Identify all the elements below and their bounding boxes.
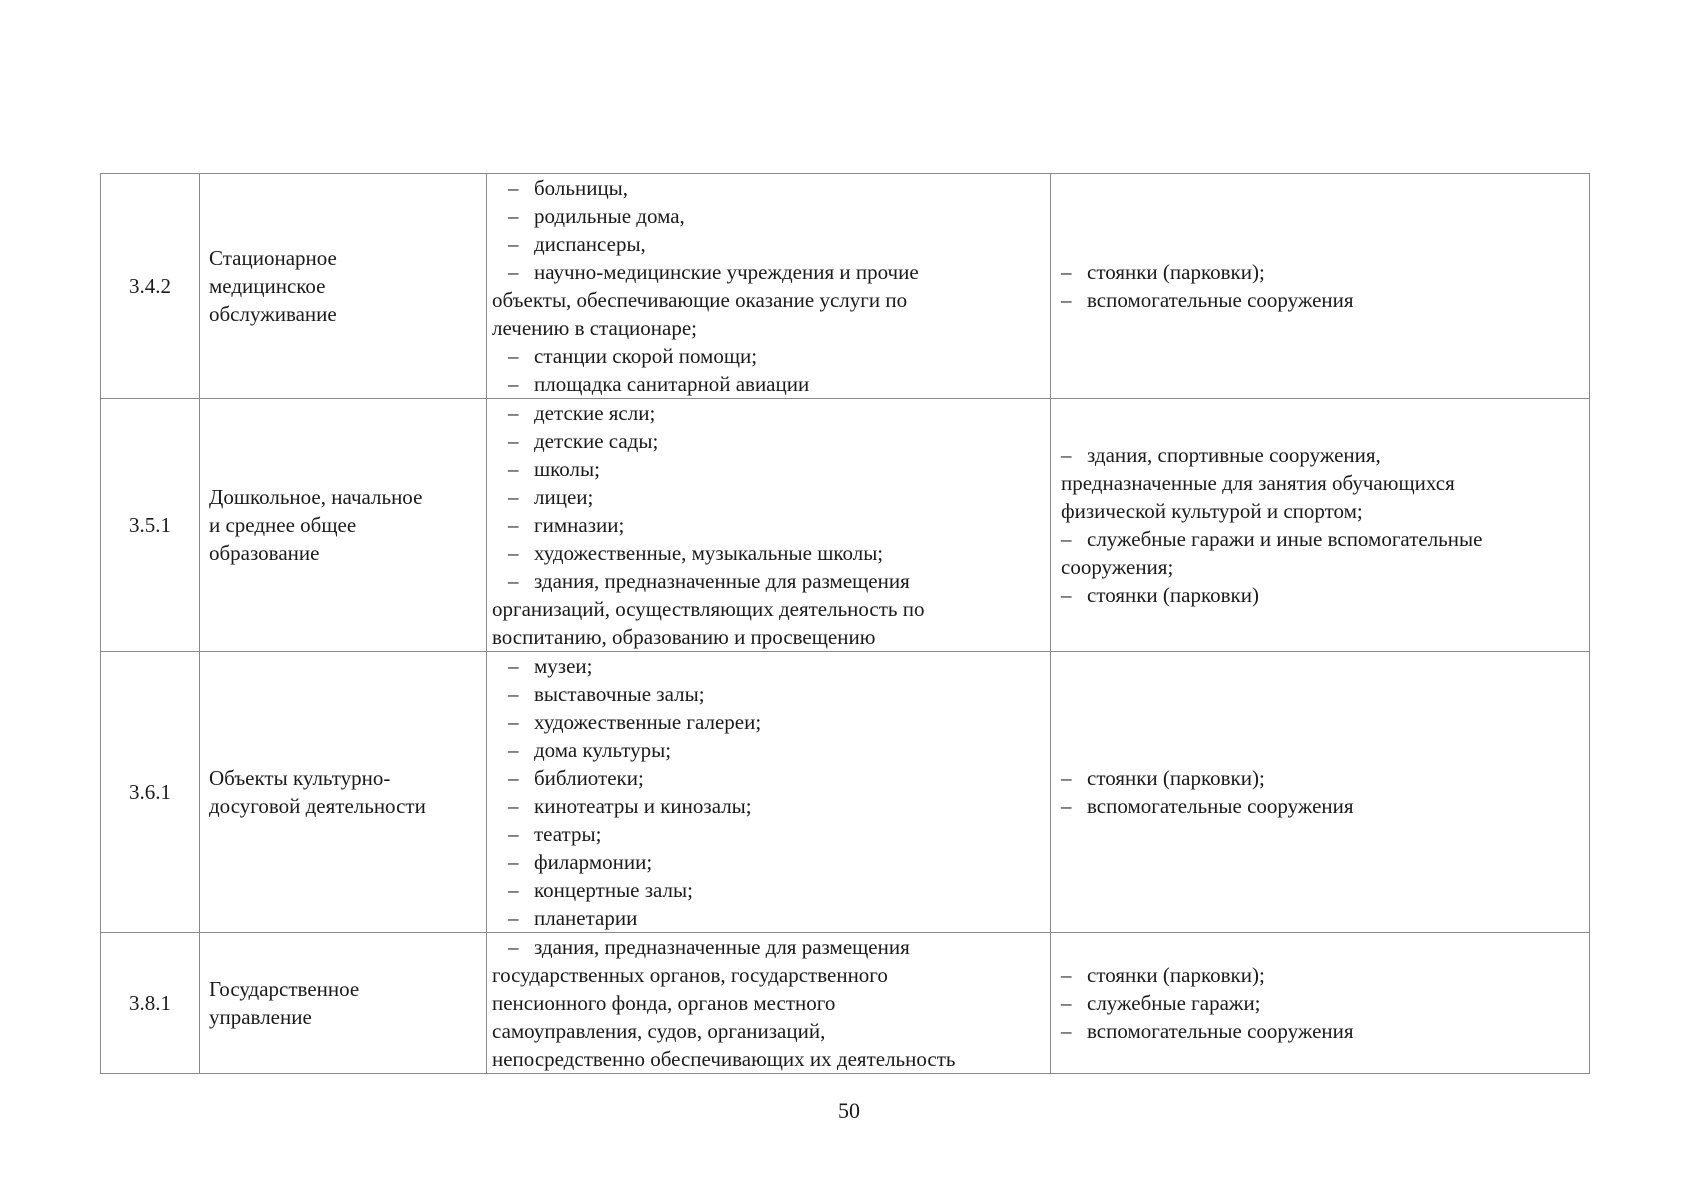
list-item-continuation: государственных органов, государственного bbox=[492, 963, 888, 987]
list-item-text: стоянки (парковки); bbox=[1087, 766, 1265, 790]
use-name-line: медицинское bbox=[209, 274, 326, 298]
list-item bbox=[1061, 581, 1583, 609]
list-item-text: вспомогательные сооружения bbox=[1087, 288, 1354, 312]
list-item-text: детские сады; bbox=[534, 429, 659, 453]
list-item-text: кинотеатры и кинозалы; bbox=[534, 794, 752, 818]
list-item-text: научно-медицинские учреждения и прочие bbox=[534, 260, 919, 284]
list-item-continuation: самоуправления, судов, организаций, bbox=[492, 1019, 826, 1043]
dash-marker: – bbox=[508, 401, 519, 425]
list-item bbox=[492, 820, 1044, 848]
list-item-continuation: предназначенные для занятия обучающихся bbox=[1061, 471, 1455, 495]
use-name-line: и среднее общее bbox=[209, 513, 357, 537]
dash-marker: – bbox=[1061, 1019, 1072, 1043]
dash-marker: – bbox=[508, 682, 519, 706]
list-item bbox=[1061, 286, 1583, 314]
list-item bbox=[492, 876, 1044, 904]
use-name bbox=[200, 933, 487, 1074]
list-item-text: музеи; bbox=[534, 654, 593, 678]
list-item-text: библиотеки; bbox=[534, 766, 644, 790]
use-code: 3.5.1 bbox=[101, 399, 200, 652]
dash-marker: – bbox=[508, 457, 519, 481]
dash-marker: – bbox=[1061, 963, 1072, 987]
list-item-text: стоянки (парковки) bbox=[1087, 583, 1259, 607]
auxiliary-uses bbox=[1051, 652, 1590, 933]
land-use-table bbox=[100, 173, 1590, 1074]
list-item-continuation: физической культурой и спортом; bbox=[1061, 499, 1363, 523]
dash-marker: – bbox=[508, 738, 519, 762]
list-item-text: школы; bbox=[534, 457, 600, 481]
list-item bbox=[492, 370, 1044, 398]
list-item-text: служебные гаражи; bbox=[1087, 991, 1261, 1015]
list-item-text: художественные галереи; bbox=[534, 710, 762, 734]
use-name-line: досуговой деятельности bbox=[209, 794, 426, 818]
list-item bbox=[492, 764, 1044, 792]
list-item-continuation: сооружения; bbox=[1061, 555, 1174, 579]
list-item bbox=[1061, 961, 1583, 989]
use-code: 3.6.1 bbox=[101, 652, 200, 933]
list-item-text: служебные гаражи и иные вспомогательные bbox=[1087, 527, 1483, 551]
list-item-text: гимназии; bbox=[534, 513, 625, 537]
dash-marker: – bbox=[1061, 527, 1072, 551]
list-item-text: станции скорой помощи; bbox=[534, 344, 758, 368]
dash-marker: – bbox=[508, 232, 519, 256]
list-item bbox=[492, 342, 1044, 370]
list-item-text: дома культуры; bbox=[534, 738, 672, 762]
use-name-line: образование bbox=[209, 541, 320, 565]
list-item-continuation: лечению в стационаре; bbox=[492, 316, 698, 340]
table-row bbox=[101, 933, 1590, 1074]
list-item-text: площадка санитарной авиации bbox=[534, 372, 810, 396]
list-item-text: вспомогательные сооружения bbox=[1087, 1019, 1354, 1043]
dash-marker: – bbox=[508, 710, 519, 734]
dash-marker: – bbox=[508, 878, 519, 902]
dash-marker: – bbox=[508, 260, 519, 284]
table-row bbox=[101, 399, 1590, 652]
list-item-text: лицеи; bbox=[534, 485, 594, 509]
dash-marker: – bbox=[508, 906, 519, 930]
use-name-line: Стационарное bbox=[209, 246, 337, 270]
list-item bbox=[492, 567, 1044, 595]
list-item-continuation: воспитанию, образованию и просвещению bbox=[492, 625, 876, 649]
dash-marker: – bbox=[508, 513, 519, 537]
permitted-uses bbox=[487, 399, 1051, 652]
dash-marker: – bbox=[508, 850, 519, 874]
dash-marker: – bbox=[508, 485, 519, 509]
list-item bbox=[1061, 792, 1583, 820]
list-item-text: выставочные залы; bbox=[534, 682, 705, 706]
dash-marker: – bbox=[508, 569, 519, 593]
list-item bbox=[492, 511, 1044, 539]
list-item bbox=[1061, 989, 1583, 1017]
list-item bbox=[1061, 764, 1583, 792]
list-item bbox=[492, 399, 1044, 427]
list-item bbox=[1061, 525, 1583, 553]
dash-marker: – bbox=[508, 204, 519, 228]
use-name-line: обслуживание bbox=[209, 302, 337, 326]
list-item-text: филармонии; bbox=[534, 850, 653, 874]
table-row bbox=[101, 174, 1590, 399]
dash-marker: – bbox=[1061, 794, 1072, 818]
table-body bbox=[101, 174, 1590, 1074]
auxiliary-uses bbox=[1051, 174, 1590, 399]
list-item-continuation: организаций, осуществляющих деятельность по bbox=[492, 597, 925, 621]
list-item-continuation: пенсионного фонда, органов местного bbox=[492, 991, 836, 1015]
list-item-text: театры; bbox=[534, 822, 602, 846]
list-item bbox=[1061, 441, 1583, 469]
list-item-text: планетарии bbox=[534, 906, 638, 930]
list-item bbox=[492, 792, 1044, 820]
list-item bbox=[492, 174, 1044, 202]
auxiliary-uses bbox=[1051, 933, 1590, 1074]
dash-marker: – bbox=[508, 429, 519, 453]
list-item bbox=[492, 230, 1044, 258]
dash-marker: – bbox=[1061, 288, 1072, 312]
dash-marker: – bbox=[508, 344, 519, 368]
use-code: 3.4.2 bbox=[101, 174, 200, 399]
list-item-text: родильные дома, bbox=[534, 204, 685, 228]
list-item-text: больницы, bbox=[534, 176, 629, 200]
dash-marker: – bbox=[508, 935, 519, 959]
dash-marker: – bbox=[1061, 260, 1072, 284]
list-item bbox=[492, 652, 1044, 680]
list-item-continuation: непосредственно обеспечивающих их деятельность bbox=[492, 1047, 956, 1071]
dash-marker: – bbox=[508, 176, 519, 200]
permitted-uses bbox=[487, 933, 1051, 1074]
dash-marker: – bbox=[508, 794, 519, 818]
table-row bbox=[101, 652, 1590, 933]
list-item-text: диспансеры, bbox=[534, 232, 646, 256]
use-name bbox=[200, 174, 487, 399]
dash-marker: – bbox=[508, 541, 519, 565]
permitted-uses bbox=[487, 652, 1051, 933]
use-name-line: Дошкольное, начальное bbox=[209, 485, 423, 509]
use-name bbox=[200, 652, 487, 933]
dash-marker: – bbox=[508, 372, 519, 396]
list-item bbox=[492, 539, 1044, 567]
use-code: 3.8.1 bbox=[101, 933, 200, 1074]
list-item bbox=[492, 455, 1044, 483]
dash-marker: – bbox=[1061, 991, 1072, 1015]
list-item bbox=[492, 848, 1044, 876]
dash-marker: – bbox=[1061, 766, 1072, 790]
dash-marker: – bbox=[1061, 583, 1072, 607]
permitted-uses bbox=[487, 174, 1051, 399]
auxiliary-uses bbox=[1051, 399, 1590, 652]
list-item-text: стоянки (парковки); bbox=[1087, 260, 1265, 284]
dash-marker: – bbox=[508, 822, 519, 846]
list-item-text: концертные залы; bbox=[534, 878, 693, 902]
use-name-line: управление bbox=[209, 1005, 312, 1029]
list-item bbox=[1061, 1017, 1583, 1045]
list-item bbox=[492, 427, 1044, 455]
list-item bbox=[492, 258, 1044, 286]
list-item-text: художественные, музыкальные школы; bbox=[534, 541, 884, 565]
list-item-text: здания, предназначенные для размещения bbox=[534, 569, 910, 593]
list-item bbox=[492, 736, 1044, 764]
dash-marker: – bbox=[508, 654, 519, 678]
list-item-text: стоянки (парковки); bbox=[1087, 963, 1265, 987]
list-item bbox=[492, 708, 1044, 736]
list-item-text: вспомогательные сооружения bbox=[1087, 794, 1354, 818]
list-item bbox=[492, 680, 1044, 708]
use-name bbox=[200, 399, 487, 652]
use-name-line: Объекты культурно- bbox=[209, 766, 391, 790]
list-item bbox=[492, 202, 1044, 230]
dash-marker: – bbox=[1061, 443, 1072, 467]
list-item-text: здания, предназначенные для размещения bbox=[534, 935, 910, 959]
list-item-text: детские ясли; bbox=[534, 401, 656, 425]
page-number: 50 bbox=[838, 1098, 860, 1123]
list-item bbox=[492, 904, 1044, 932]
list-item bbox=[492, 933, 1044, 961]
list-item bbox=[492, 483, 1044, 511]
list-item-continuation: объекты, обеспечивающие оказание услуги по bbox=[492, 288, 908, 312]
use-name-line: Государственное bbox=[209, 977, 360, 1001]
dash-marker: – bbox=[508, 766, 519, 790]
list-item bbox=[1061, 258, 1583, 286]
list-item-text: здания, спортивные сооружения, bbox=[1087, 443, 1381, 467]
